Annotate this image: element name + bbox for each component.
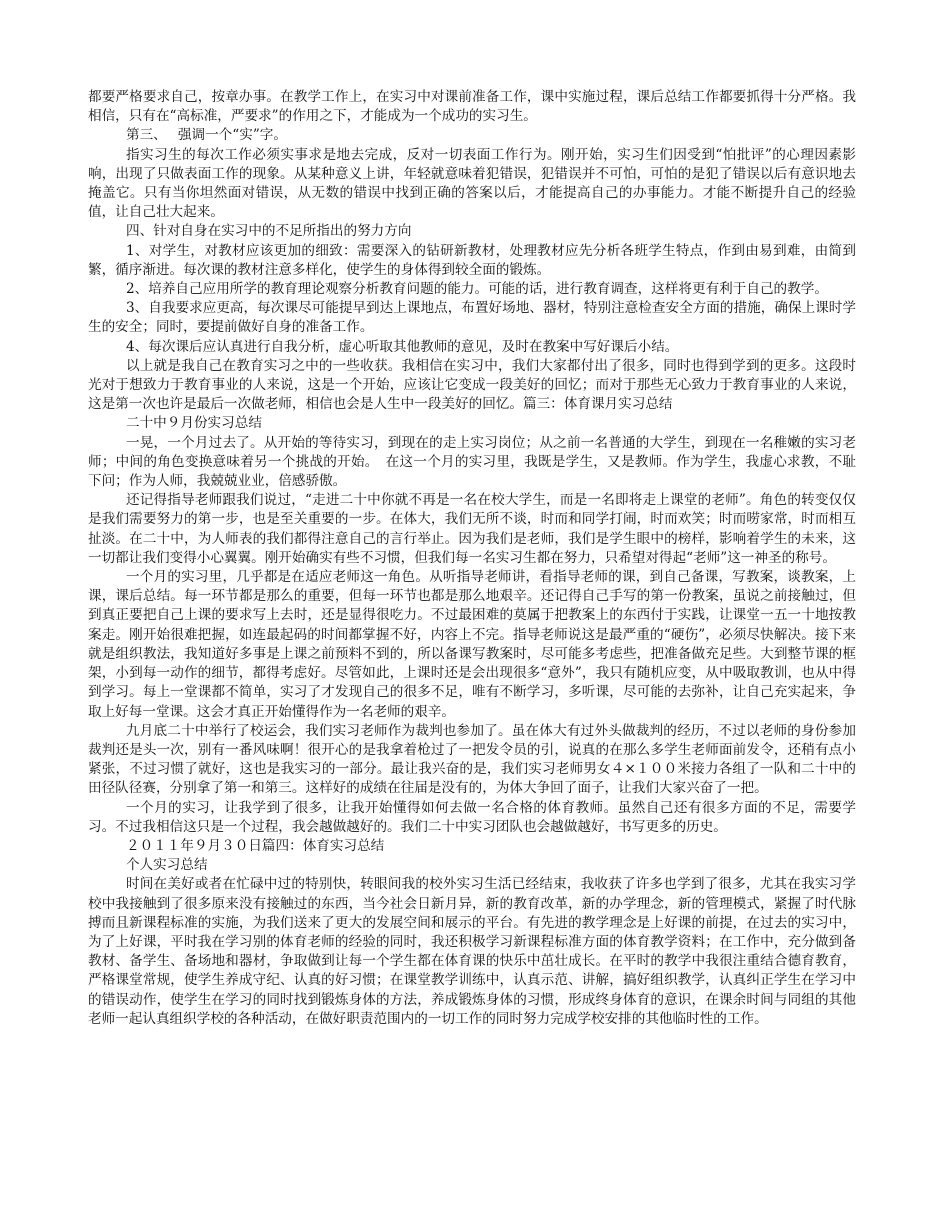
- section-heading-4: 四、针对自身在实习中的不足所指出的努力方向: [126, 223, 412, 240]
- list-item-4: 4、每次课后应认真进行自我分析，虚心听取其他教师的意见，及时在教案中写好课后小结。: [126, 338, 679, 355]
- paragraph-3: 以上就是我自己在教育实习之中的一些收获。我相信在实习中，我们大家都付出了很多，同时也得到学到的更多。这段时光对于想致力于教育事业的人来说，这是一个开始，应该让它变成一段美好的回忆；而对于那些无心致力于教育事业的人来说，这是第一次也许是最后一次做老师，相信也会是人生中一段美好的回忆。篇三：体育课月实习总结: [88, 357, 856, 413]
- article-title-personal-summary: 个人实习总结: [126, 857, 208, 874]
- paragraph-4: 一晃，一个月过去了。从开始的等待实习，到现在的走上实习岗位；从之前一名普通的大学生，到现在一名稚嫩的实习老师；中间的角色变换意味着另一个挑战的开始。 在这一个月的实习里，我既是学生，又是教师。作为学生，我虚心求教，不耻下问；作为人师，我兢兢业业，倍感骄傲。: [88, 434, 856, 490]
- article-title-monthly-summary: 二十中９月份实习总结: [126, 415, 262, 432]
- list-item-1: 1、对学生，对教材应该更加的细致：需要深入的钻研新教材，处理教材应先分析各班学生特点，作到由易到难，由简到繁，循序渐进。每次课的教材注意多样化，使学生的身体得到较全面的锻炼。: [88, 242, 856, 278]
- document-page: [88, 88, 856, 1029]
- list-item-2: 2、培养自己应用所学的教育理论观察分析教育问题的能力。可能的话，进行教育调查，这样将更有利于自己的教学。: [126, 281, 828, 298]
- paragraph-9: 时间在美好或者在忙碌中过的特别快，转眼间我的校外实习生活已经结束，我收获了许多也学到了很多，尤其在我实习学校中我接触到了很多原来没有接触过的东西，当今社会日新月异，新的教育改革，新的办学理念，新的管理模式，紧握了时代脉搏而且新课程标准的实施，为我们送来了更大的发展空间和展示的平台。有先进的教学理念是上好课的前提，在过去的实习中，为了上好课，平时我在学习别的体育老师的经验的同时，我还积极学习新课程标准方面的体育教学资料；在工作中，充分做到备教材、备学生、备场地和器材，争取做到让每一个学生都在体育课的快乐中茁壮成长。在平时的教学中我很注重结合德育教育，严格课堂常规，使学生养成守纪、认真的好习惯；在课堂教学训练中，认真示范、讲解，搞好组织教学，认真纠正学生在学习中的错误动作，使学生在学习的同时找到锻炼身体的方法，养成锻炼身体的习惯，形成终身体育的意识，在课余时间与同组的其他老师一起认真组织学校的各种活动，在做好职责范围内的一切工作的同时努力完成学校安排的其他临时性的工作。: [88, 876, 856, 1027]
- list-item-3: 3、自我要求应更高，每次课尽可能提早到达上课地点，布置好场地、器材，特别注意检查安全方面的措施，确保上课时学生的安全；同时，要提前做好自身的准备工作。: [88, 300, 856, 336]
- section-heading-3: 第三、 强调一个“实”字。: [126, 127, 287, 144]
- date-and-section-title: ２０１１年９月３０日篇四：体育实习总结: [126, 837, 385, 854]
- paragraph-2: 指实习生的每次工作必须实事求是地去完成，反对一切表面工作行为。刚开始，实习生们因受到“怕批评”的心理因素影响，出现了只做表面工作的现象。从某种意义上讲，年轻就意味着犯错误，犯错误并不可怕，可怕的是犯了错误以后有意识地去掩盖它。只有当你坦然面对错误，从无数的错误中找到正确的答案以后，才能提高自己的办事能力。才能不断提升自己的经验值，让自己壮大起来。: [88, 146, 856, 221]
- paragraph-7: 九月底二十中举行了校运会，我们实习老师作为裁判也参加了。虽在体大有过外头做裁判的经历，不过以老师的身份参加裁判还是头一次，别有一番风味啊！很开心的是我拿着枪过了一把发令员的引，说真的在那么多学生老师面前发令，还稍有点小紧张，不过习惯了就好，这也是我实习的一部分。最让我兴奋的是，我们实习老师男女４×１００米接力各组了一队和二十中的田径队径赛，分别拿了第一和第三。这样好的成绩在往届是没有的，为体大争回了面子，让我们大家兴奋了一把。: [88, 722, 856, 797]
- paragraph-1: 都要严格要求自己，按章办事。在教学工作上，在实习中对课前准备工作，课中实施过程，课后总结工作都要抓得十分严格。我相信，只有在“高标准，严要求”的作用之下，才能成为一个成功的实习生。: [88, 89, 856, 125]
- paragraph-6: 一个月的实习里，几乎都是在适应老师这一角色。从听指导老师讲，看指导老师的课，到自己备课，写教案，谈教案，上课，课后总结。每一环节都是那么的重要，但每一环节也都是那么地艰辛。还记得自己手写的第一份教案，虽说之前接触过，但到真正要把自己上课的要求写上去时，还是显得很吃力。不过最困难的莫属于把教案上的东西付于实践，让课堂一五一十地按教案走。刚开始很难把握，如连最起码的时间都掌握不好，内容上不完。指导老师说这是最严重的“硬伤”，必须尽快解决。接下来就是组织教法，我知道好多事是上课之前预料不到的，所以备课写教案时，尽可能多考虑些，把准备做充足些。大到整节课的框架，小到每一动作的细节，都得考虑好。尽管如此，上课时还是会出现很多“意外”，我只有随机应变，从中吸取教训，也从中得到学习。每上一堂课都不简单，实习了才发现自己的很多不足，唯有不断学习，多听课，尽可能的去弥补，让自己充实起来，争取上好每一堂课。这会才真正开始懂得作为一名老师的艰辛。: [88, 569, 856, 720]
- paragraph-8: 一个月的实习，让我学到了很多，让我开始懂得如何去做一名合格的体育教师。虽然自己还有很多方面的不足，需要学习。不过我相信这只是一个过程，我会越做越好的。我们二十中实习团队也会越做越好，书写更多的历史。: [88, 799, 856, 835]
- paragraph-5: 还记得指导老师跟我们说过，“走进二十中你就不再是一名在校大学生，而是一名即将走上课堂的老师”。角色的转变仅仅是我们需要努力的第一步，也是至关重要的一步。在体大，我们无所不谈，时而和同学打闹，时而欢笑；时而唠家常，时而相互扯淡。在二十中，为人师表的我们都得注意自己的言行举止。因为我们是老师，我们是学生眼中的榜样，影响着学生的未来，这一切都让我们变得小心翼翼。刚开始确实有些不习惯，但我们每一名实习生都在努力，只希望对得起“老师”这一神圣的称号。: [88, 492, 856, 566]
